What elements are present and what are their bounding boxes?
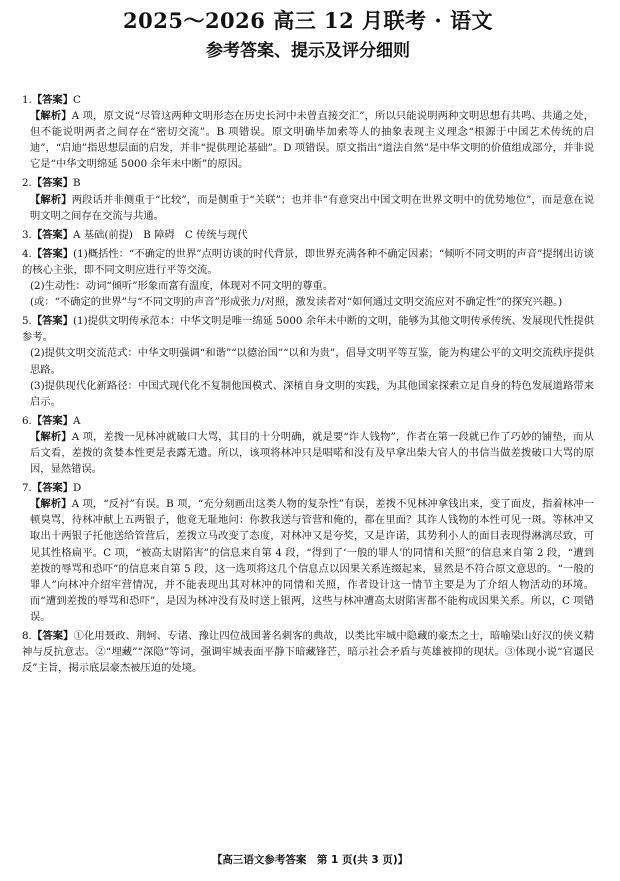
answer-text: C	[73, 94, 81, 106]
analysis-tag: 【解析】	[30, 498, 72, 511]
question-number: 1.	[22, 94, 32, 106]
question-3	[22, 227, 594, 243]
question-number: 2.	[22, 177, 32, 190]
answer-tag: 【答案】	[31, 482, 74, 495]
page-footer: 【高三语文参考答案 第 1 页(共 3 页)】	[211, 854, 409, 866]
analysis-tag: 【解析】	[30, 110, 72, 123]
answer-list	[22, 92, 594, 676]
question-5	[22, 313, 594, 410]
answer-point: (3)提供现代化新路径：中国式现代化不复制他国模式、深植自身文明的实践，为其他国家探索立足自身的特色发展道路带来启示。	[30, 379, 594, 408]
answer-tag: 【答案】	[31, 630, 74, 642]
answer-text: ①化用聂政、荆轲、专诸、豫让四位战国著名刺客的典故，以类比牢城中隐藏的豪杰之士，暗喻梁山好汉的侠义精神与反抗意志。②“埋藏”“深隐”等词，强调牢城表面平静下暗藏锋芒，暗示社会矛盾与英雄被抑的现状。③体现小说“官逼民反”主旨，揭示底层豪杰被压迫的处境。	[22, 630, 595, 675]
answer-point: (2)生动性：动词“倾听”形象而富有温度，体现对不同文明的尊重。	[30, 280, 334, 293]
answer-tag: 【答案】	[31, 414, 74, 427]
question-number: 6.	[22, 414, 32, 427]
question-1	[22, 92, 594, 172]
question-2	[22, 175, 594, 223]
question-number: 7.	[22, 482, 32, 495]
question-number: 4.	[22, 247, 32, 260]
question-7	[22, 480, 594, 625]
answer-text: B	[73, 177, 81, 190]
answer-tag: 【答案】	[31, 94, 74, 106]
question-4	[22, 246, 594, 310]
analysis-tag: 【解析】	[30, 193, 72, 206]
answer-text: A	[73, 414, 81, 427]
answer-tag: 【答案】	[31, 315, 74, 328]
answer-text: A 基础(前提) B 障碍 C 传统与现代	[73, 228, 248, 241]
analysis-text: A 项，“反衬”有误。B 项，“充分刻画出这类人物的复杂性”有误，差拨不见林冲拿钱出来，变了面皮，指着林冲一顿臭骂，待林冲献上五两银子，他竟无耻地问：你教我送与管营和俺的，都在里面？其诈人钱物的本性可见一斑。等林冲又取出十两银子托他送给管营后，差拨立马改变了态度，对林冲又是夸奖，又是许诺，其势利小人的面目表现得淋漓尽致，可见其性格扁平。C 项，“被高太尉陷害”的信息来自第 4 段，“得到了‘一般的罪人’的同情和关照”的信息来自第 2 段，“遭到差拨的辱骂和恐吓”的信息来自第 5 段，这一选项将这几个信息点以因果关系连缀起来，显然是不符合原文意思的。“一般的罪人”向林冲介绍牢营情况，并不能表现出其对林冲的同情和关照，作者设计这一情节主要是为了介绍人物活动的环境。而“遭到差拨的辱骂和恐吓”，是因为林冲没有及时送上银两，这些与林冲遭高太尉陷害都不能构成因果关系。所以，C 项错误。	[30, 498, 595, 623]
page-subtitle: 参考答案、提示及评分细则	[206, 41, 410, 61]
answer-point: (或：“不确定的世界”与“不同文明的声音”形成张力/对照，激发读者对“如何通过文明交流应对不确定性”的探究兴趣。)	[30, 296, 563, 309]
answer-tag: 【答案】	[31, 228, 74, 241]
answer-point: (2)提供文明交流范式：中华文明强调“和谐”“以德治国”“以和为贵”，倡导文明平等互鉴，能为构建公平的文明交流秩序提供思路。	[30, 347, 594, 376]
answer-tag: 【答案】	[31, 247, 74, 260]
answer-text: (1)提供文明传承范本：中华文明是唯一绵延 5000 余年未中断的文明，能够为其他文明传承传统、发展现代性提供参考。	[22, 315, 595, 344]
answer-text: D	[73, 482, 82, 495]
question-6	[22, 413, 594, 477]
question-8	[22, 628, 594, 676]
analysis-text: 两段话并非侧重于“比较”，而是侧重于“关联”；也并非“有意突出中国文明在世界文明中的优势地位”，而是意在说明文明之间存在交流与共通。	[30, 193, 594, 222]
analysis-tag: 【解析】	[30, 430, 72, 443]
analysis-text: A 项，原文说“尽管这两种文明形态在历史长河中未曾直接交汇”，所以只能说明两种文明思想有共鸣、共通之处，但不能说明两者之间存在“密切交流”。B 项错误。原文明确毕加索等人的抽象表现主义理念“根源于中国艺术传统的启迪”，“启迪”指思想层面的启发，并非“提供理论基础”。D 项错误。原文指出“道法自然”是中华文明的价值组成部分，并非说它是“中华文明绵延 5000 余年未中断”的原因。	[30, 110, 594, 171]
analysis-text: A 项，差拨一见林冲就破口大骂，其目的十分明确，就是要“诈人钱物”，作者在第一段就已作了巧妙的铺垫，而从后文看，差拨的贪婪本性更是表露无遗。所以，该项将林冲只是唱喏和没有及早拿出柴大官人的书信当做差拨破口大骂的原因，显然错误。	[30, 430, 594, 476]
question-number: 8.	[22, 630, 32, 642]
page-title: 2025～2026 高三 12 月联考 · 语文	[123, 8, 493, 33]
answer-text: (1)概括性：“不确定的世界”点明访谈的时代背景，即世界充满各种不确定因素；“倾听不同文明的声音”提纲出访谈的核心主张，即不同文明应进行平等交流。	[22, 247, 595, 276]
answer-tag: 【答案】	[31, 177, 74, 190]
question-number: 5.	[22, 315, 32, 328]
question-number: 3.	[22, 228, 32, 241]
